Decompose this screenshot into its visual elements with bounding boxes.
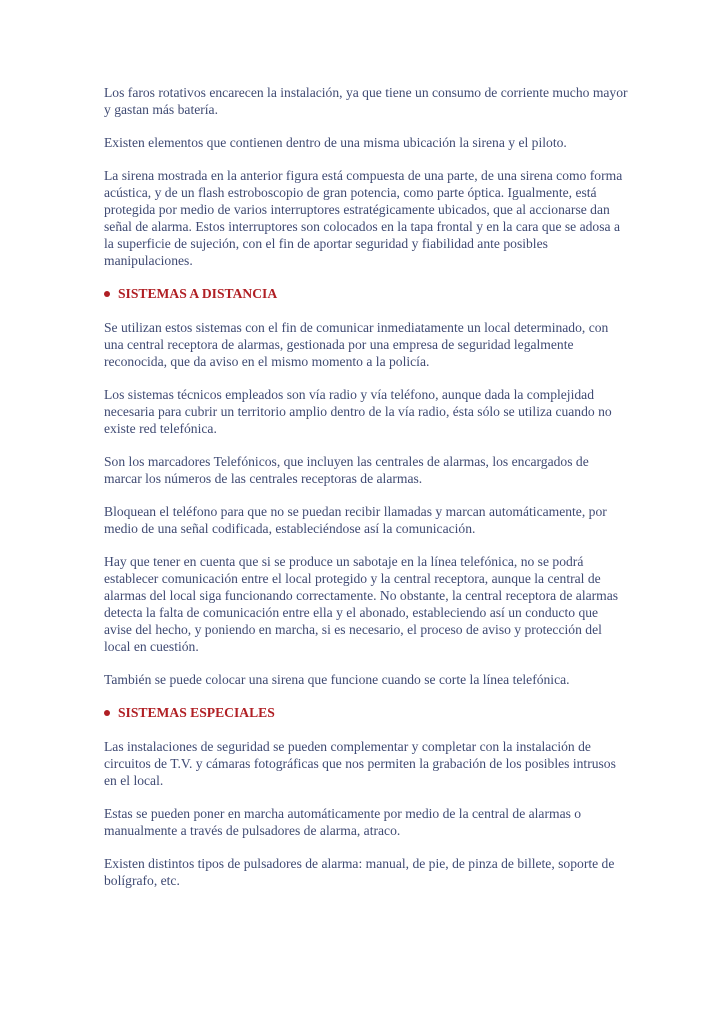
bullet-icon [104, 710, 110, 716]
heading-text: SISTEMAS ESPECIALES [118, 705, 275, 720]
section-heading-sistemas-a-distancia [104, 285, 629, 302]
paragraph-faros-rotativos: Los faros rotativos encarecen la instalación, ya que tiene un consumo de corriente mucho mayor y gastan más batería. [104, 85, 628, 117]
section-heading-sistemas-especiales [104, 704, 629, 721]
paragraph-sirena-descripcion: La sirena mostrada en la anterior figura está compuesta de una parte, de una sirena como forma acústica, y de un flash estroboscopio de gran potencia, como parte óptica. Igualmente, está protegida por medio de varios interruptores estratégicamente ubicados, que al accionarse dan señal de alarma. Estos interruptores son colocados en la tapa frontal y en la cara que se adosa a la superficie de sujeción, con el fin de aportar seguridad y fiabilidad ante posibles manipulaciones. [104, 168, 623, 268]
bullet-icon [104, 291, 110, 297]
paragraph-bloquean-telefono: Bloquean el teléfono para que no se puedan recibir llamadas y marcan automáticamente, por medio de una señal codificada, estableciéndose así la comunicación. [104, 504, 607, 536]
paragraph-sabotaje: Hay que tener en cuenta que si se produce un sabotaje en la línea telefónica, no se podrá establecer comunicación entre el local protegido y la central receptora, aunque la central de alarmas del local siga funcionando correctamente. No obstante, la central receptora de alarmas detecta la falta de comunicación entre ella y el abonado, estableciendo así un conducto que avise del hecho, y poniendo en marcha, si es necesario, el proceso de aviso y protección del local en cuestión. [104, 554, 619, 654]
paragraph-marcadores-telefonicos: Son los marcadores Telefónicos, que incluyen las centrales de alarmas, los encargados de marcar los números de las centrales receptoras de alarmas. [104, 454, 589, 486]
paragraph-sirena-piloto: Existen elementos que contienen dentro de una misma ubicación la sirena y el piloto. [104, 135, 567, 150]
paragraph-instalaciones-tv: Las instalaciones de seguridad se pueden complementar y completar con la instalación de circuitos de T.V. y cámaras fotográficas que nos permiten la grabación de los posibles intrusos en el local. [104, 739, 616, 788]
paragraph-tipos-pulsadores: Existen distintos tipos de pulsadores de alarma: manual, de pie, de pinza de billete, soporte de bolígrafo, etc. [104, 856, 615, 888]
paragraph-via-radio-telefono: Los sistemas técnicos empleados son vía radio y vía teléfono, aunque dada la complejidad necesaria para cubrir un territorio amplio dentro de la vía radio, ésta sólo se utiliza cuando no existe red telefónica. [104, 387, 612, 436]
paragraph-puesta-en-marcha: Estas se pueden poner en marcha automáticamente por medio de la central de alarmas o manualmente a través de pulsadores de alarma, atraco. [104, 806, 582, 838]
document-content [104, 84, 629, 905]
heading-text: SISTEMAS A DISTANCIA [118, 286, 278, 301]
paragraph-sirena-linea: También se puede colocar una sirena que funcione cuando se corte la línea telefónica. [104, 672, 570, 687]
paragraph-sistemas-distancia-intro: Se utilizan estos sistemas con el fin de comunicar inmediatamente un local determinado, con una central receptora de alarmas, gestionada por una empresa de seguridad legalmente reconocida, que da aviso en el mismo momento a la policía. [104, 320, 609, 369]
